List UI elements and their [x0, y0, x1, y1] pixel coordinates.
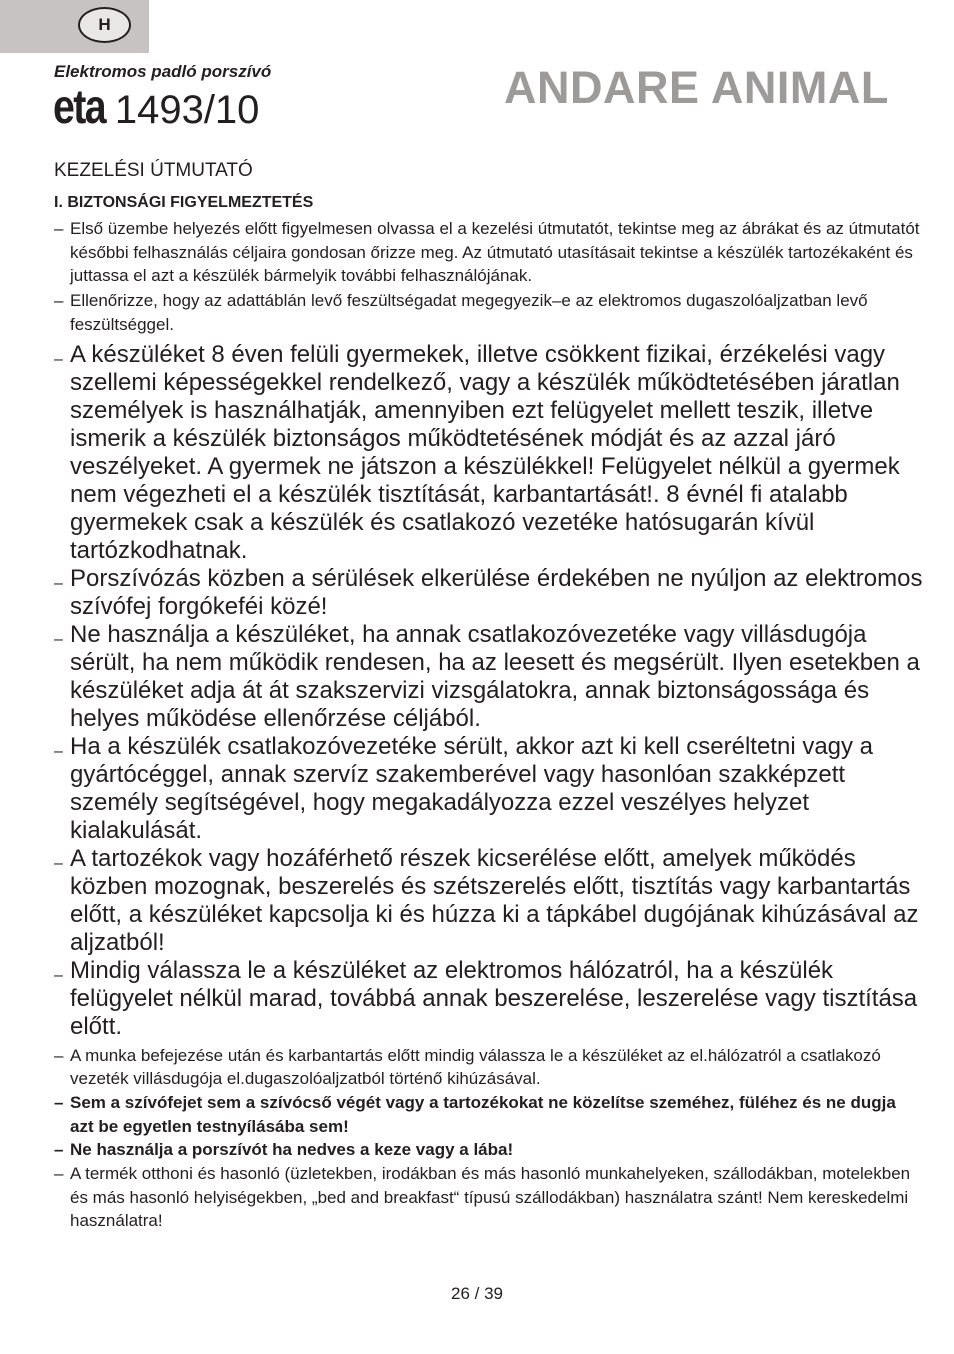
model-number: 1493/10	[114, 88, 260, 132]
list-item-text: A termék otthoni és hasonló (üzletekben, irodákban és más hasonló munkahelyeken, szállodákban, motelekben és más hasonló helyiségekben, „bed and breakfast“ típusú szállodákban) használatra szánt! Nem kereskedelmi használatra!	[70, 1164, 911, 1231]
product-category: Elektromos padló porszívó	[54, 62, 272, 81]
list-item	[54, 1044, 924, 1091]
list-item-text: Porszívózás közben a sérülések elkerülése érdekében ne nyúljon az elektromos szívófej forgókeféi közé!	[70, 564, 923, 620]
list-item	[54, 565, 924, 621]
list-item	[54, 341, 924, 565]
list-item-text: Első üzembe helyezés előtt figyelmesen olvassa el a kezelési útmutatót, tekintse meg az ábrákat és az útmutatót későbbi felhasználás céljaira gondosan őrizze meg. Az útmutató utasításait tekintse a készülék tartozékaként és juttassa el azt a készülék bármelyik további felhasználójának.	[70, 219, 920, 286]
list-item-text: Sem a szívófejet sem a szívócső végét vagy a tartozékokat ne közelítse szeméhez, füléhez és ne dugja azt be egyetlen testnyílásába sem!	[70, 1092, 896, 1136]
section-title: I. BIZTONSÁGI FIGYELMEZTETÉS	[54, 194, 314, 211]
list-dash: –	[54, 291, 64, 311]
list-item	[54, 289, 924, 336]
list-dash: –	[54, 574, 63, 592]
list-dash: –	[54, 1045, 64, 1065]
list-item-text: Mindig válassza le a készüléket az elektromos hálózatról, ha a készülék felügyelet nélkül marad, továbbá annak beszerelése, leszerelése vagy tisztítása előtt.	[70, 956, 918, 1040]
list-item	[54, 733, 924, 845]
list-item-text: Ne használja a porszívót ha nedves a keze vagy a lába!	[70, 1140, 514, 1160]
model-heading	[53, 81, 260, 134]
list-item	[54, 1091, 924, 1138]
list-item	[54, 621, 924, 733]
list-dash: –	[54, 1092, 64, 1112]
safety-warnings-list	[54, 217, 924, 1233]
list-dash: –	[54, 742, 63, 760]
list-dash: –	[54, 966, 63, 984]
list-dash: –	[54, 219, 64, 238]
product-name: ANDARE ANIMAL	[504, 62, 889, 113]
list-item	[54, 1162, 924, 1233]
list-item-text: A készüléket 8 éven felüli gyermekek, illetve csökkent fizikai, érzékelési vagy szellemi képességekkel rendelkező, vagy a készülék működtetésében járatlan személyek is használhatják, amennyiben ezt felügyelet mellett teszik, illetve ismerik a készülék biztonságos működtetésének módját és az azzal járó veszélyeket. A gyermek ne játszon a készülékkel! Felügyelet nélkül a gyermek nem végezheti el a készülék tisztítását, karbantartását!. 8 évnél fi atalabb gyermekek csak a készülék és csatlakozó vezetéke hatósugarán kívül tartózkodhatnak.	[70, 340, 900, 564]
list-item-text: Ellenőrizze, hogy az adattáblán levő feszültségadat megegyezik–e az elektromos dugaszolóaljzatban levő feszültséggel.	[70, 291, 868, 334]
list-dash: –	[54, 630, 63, 648]
brand-logo: eta	[53, 81, 105, 134]
list-item	[54, 217, 924, 288]
list-dash: –	[54, 1164, 64, 1184]
language-tab	[0, 0, 149, 53]
list-dash: –	[54, 1140, 64, 1160]
list-dash: –	[54, 854, 63, 872]
manual-title: KEZELÉSI ÚTMUTATÓ	[54, 160, 253, 181]
list-item-text: A tartozékok vagy hozáférhető részek kicserélése előtt, amelyek működés közben mozognak, beszerelés és szétszerelés előtt, tisztítás vagy karbantartás előtt, a készüléket kapcsolja ki és húzza ki a tápkábel dugójának kihúzásával az aljzatból!	[70, 844, 919, 956]
list-item-text: Ha a készülék csatlakozóvezetéke sérült, akkor azt ki kell cseréltetni vagy a gyártócéggel, annak szervíz szakemberével vagy hasonlóan szakképzett személy segítségével, hogy megakadályozza ezzel veszélyes helyzet kialakulását.	[70, 732, 874, 844]
list-item-text: Ne használja a készüléket, ha annak csatlakozóvezetéke vagy villásdugója sérült, ha nem működik rendesen, ha az leesett és megsérült. Ilyen esetekben a készüléket adja át át szakszervizi vizsgálatokra, annak biztonságossága és helyes működése ellenőrzése céljából.	[70, 620, 920, 732]
list-item-text: A munka befejezése után és karbantartás előtt mindig válassza le a készüléket az el.hálózatról a csatlakozó vezeték villásdugója el.dugaszolóaljzatból történő kihúzásával.	[70, 1045, 881, 1089]
language-badge: H	[78, 7, 131, 43]
list-item	[54, 957, 924, 1041]
list-item	[54, 1138, 924, 1162]
list-item	[54, 845, 924, 957]
list-dash: –	[54, 350, 63, 368]
page-number: 26 / 39	[451, 1284, 503, 1303]
